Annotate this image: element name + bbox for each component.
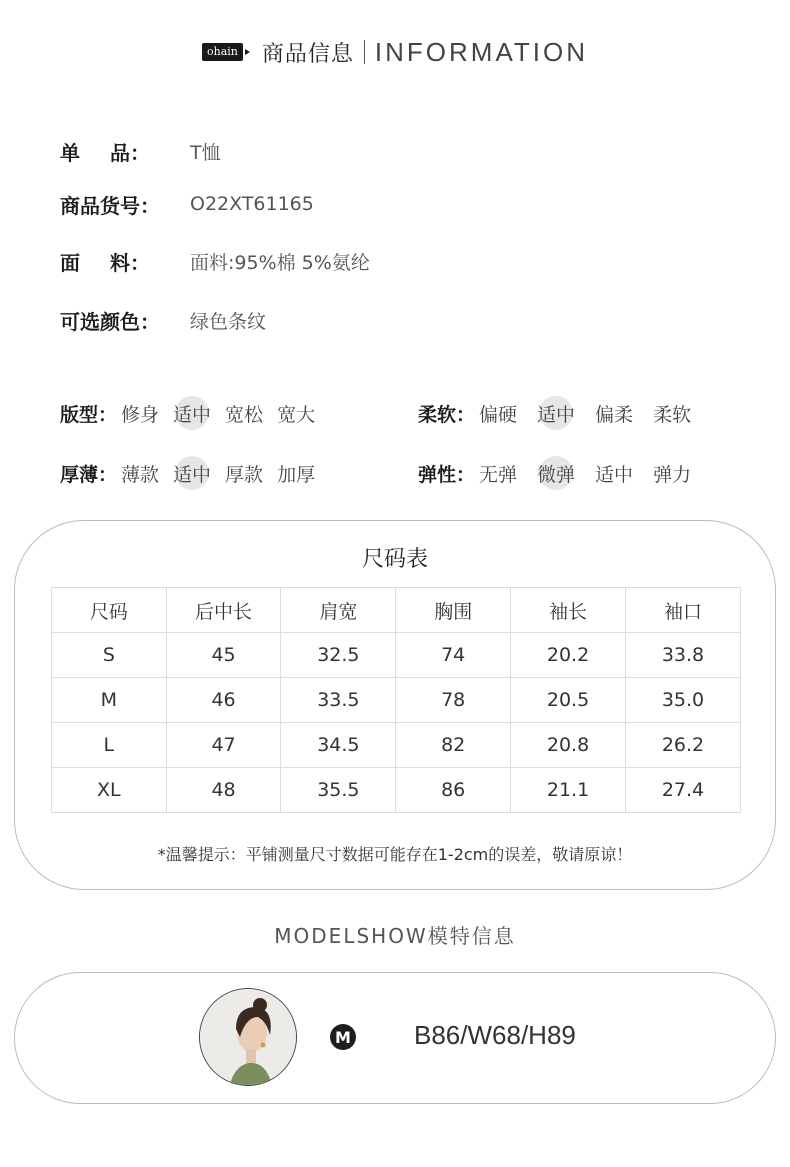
table-cell: 21.1	[511, 768, 626, 813]
table-header-cell: 后中长	[166, 588, 281, 633]
table-header-row	[52, 588, 741, 633]
info-label-item: 单 品：	[60, 140, 150, 165]
table-cell: 47	[166, 723, 281, 768]
attr-softness-option: 柔软	[653, 403, 692, 426]
attr-elasticity-option-selected: 微弹	[537, 460, 575, 487]
table-cell: S	[52, 633, 167, 678]
table-cell: 33.5	[281, 678, 396, 723]
table-cell: XL	[52, 768, 167, 813]
info-row-color	[60, 305, 266, 335]
table-cell: 35.0	[626, 678, 741, 723]
table-cell: 46	[166, 678, 281, 723]
attr-softness-option-selected: 适中	[537, 400, 575, 427]
table-row	[52, 723, 741, 768]
size-chart-title: 尺码表	[361, 547, 428, 572]
table-cell: L	[52, 723, 167, 768]
info-value-sku: O22XT61165	[190, 193, 314, 215]
header-title-cn: 商品信息	[261, 41, 354, 67]
play-triangle-icon	[245, 49, 250, 55]
model-avatar	[199, 988, 297, 1086]
attr-softness-option: 偏柔	[595, 403, 634, 426]
size-table	[51, 587, 741, 813]
table-cell: 34.5	[281, 723, 396, 768]
table-cell: 32.5	[281, 633, 396, 678]
size-chart-note: *温馨提示：平铺测量尺寸数据可能存在1-2cm的误差，敬请原谅！	[157, 845, 633, 864]
attr-fit-option: 宽大	[277, 403, 316, 426]
attr-softness-label: 柔软：	[418, 403, 476, 426]
table-cell: 35.5	[281, 768, 396, 813]
info-label-fabric: 面 料：	[60, 250, 150, 275]
info-label-color: 可选颜色：	[60, 309, 160, 334]
table-cell: 20.8	[511, 723, 626, 768]
table-cell: 20.2	[511, 633, 626, 678]
table-header-cell: 袖长	[511, 588, 626, 633]
model-measurements: B86/W68/H89	[414, 1020, 576, 1050]
page-header	[0, 30, 790, 74]
info-row-fabric	[60, 246, 370, 276]
attr-fit-option: 修身	[121, 403, 160, 426]
attr-fit-option-selected: 适中	[173, 400, 211, 427]
attr-softness	[418, 397, 705, 429]
table-cell: 86	[396, 768, 511, 813]
info-value-item: T恤	[190, 141, 221, 164]
table-row	[52, 633, 741, 678]
table-header-cell: 袖口	[626, 588, 741, 633]
table-cell: 82	[396, 723, 511, 768]
attr-thickness-label: 厚薄：	[60, 463, 118, 486]
info-row-item	[60, 136, 221, 166]
attr-fit-option: 宽松	[225, 403, 264, 426]
attr-elasticity-option: 适中	[595, 463, 634, 486]
info-value-fabric: 面料:95%棉 5%氨纶	[190, 251, 370, 274]
model-section-title: MODELSHOW模特信息	[274, 924, 516, 948]
table-cell: 74	[396, 633, 511, 678]
table-row	[52, 768, 741, 813]
attr-elasticity-option: 弹力	[653, 463, 692, 486]
attr-thickness-option: 薄款	[121, 463, 160, 486]
attr-thickness-option: 加厚	[277, 463, 316, 486]
attr-softness-option: 偏硬	[479, 403, 518, 426]
attr-fit	[60, 397, 329, 429]
model-card	[14, 972, 776, 1104]
header-divider	[364, 40, 365, 64]
info-label-sku: 商品货号：	[60, 193, 160, 218]
table-cell: 33.8	[626, 633, 741, 678]
model-size-badge: M	[330, 1024, 356, 1050]
table-header-cell: 胸围	[396, 588, 511, 633]
table-cell: 27.4	[626, 768, 741, 813]
brand-logo-text: ohain	[202, 43, 243, 61]
table-cell: 45	[166, 633, 281, 678]
brand-logo	[202, 43, 250, 61]
table-cell: M	[52, 678, 167, 723]
attr-thickness-option-selected: 适中	[173, 460, 211, 487]
attr-thickness	[60, 457, 329, 489]
table-cell: 78	[396, 678, 511, 723]
table-header-cell: 尺码	[52, 588, 167, 633]
attr-thickness-option: 厚款	[225, 463, 264, 486]
table-cell: 26.2	[626, 723, 741, 768]
table-row	[52, 678, 741, 723]
header-title-en: INFORMATION	[374, 36, 588, 67]
model-portrait-image	[200, 989, 296, 1085]
table-cell: 20.5	[511, 678, 626, 723]
attr-elasticity	[418, 457, 705, 489]
info-value-color: 绿色条纹	[190, 310, 267, 333]
attr-elasticity-label: 弹性：	[418, 463, 476, 486]
table-cell: 48	[166, 768, 281, 813]
attr-elasticity-option: 无弹	[479, 463, 518, 486]
table-header-cell: 肩宽	[281, 588, 396, 633]
info-row-sku	[60, 189, 314, 219]
attr-fit-label: 版型：	[60, 403, 118, 426]
